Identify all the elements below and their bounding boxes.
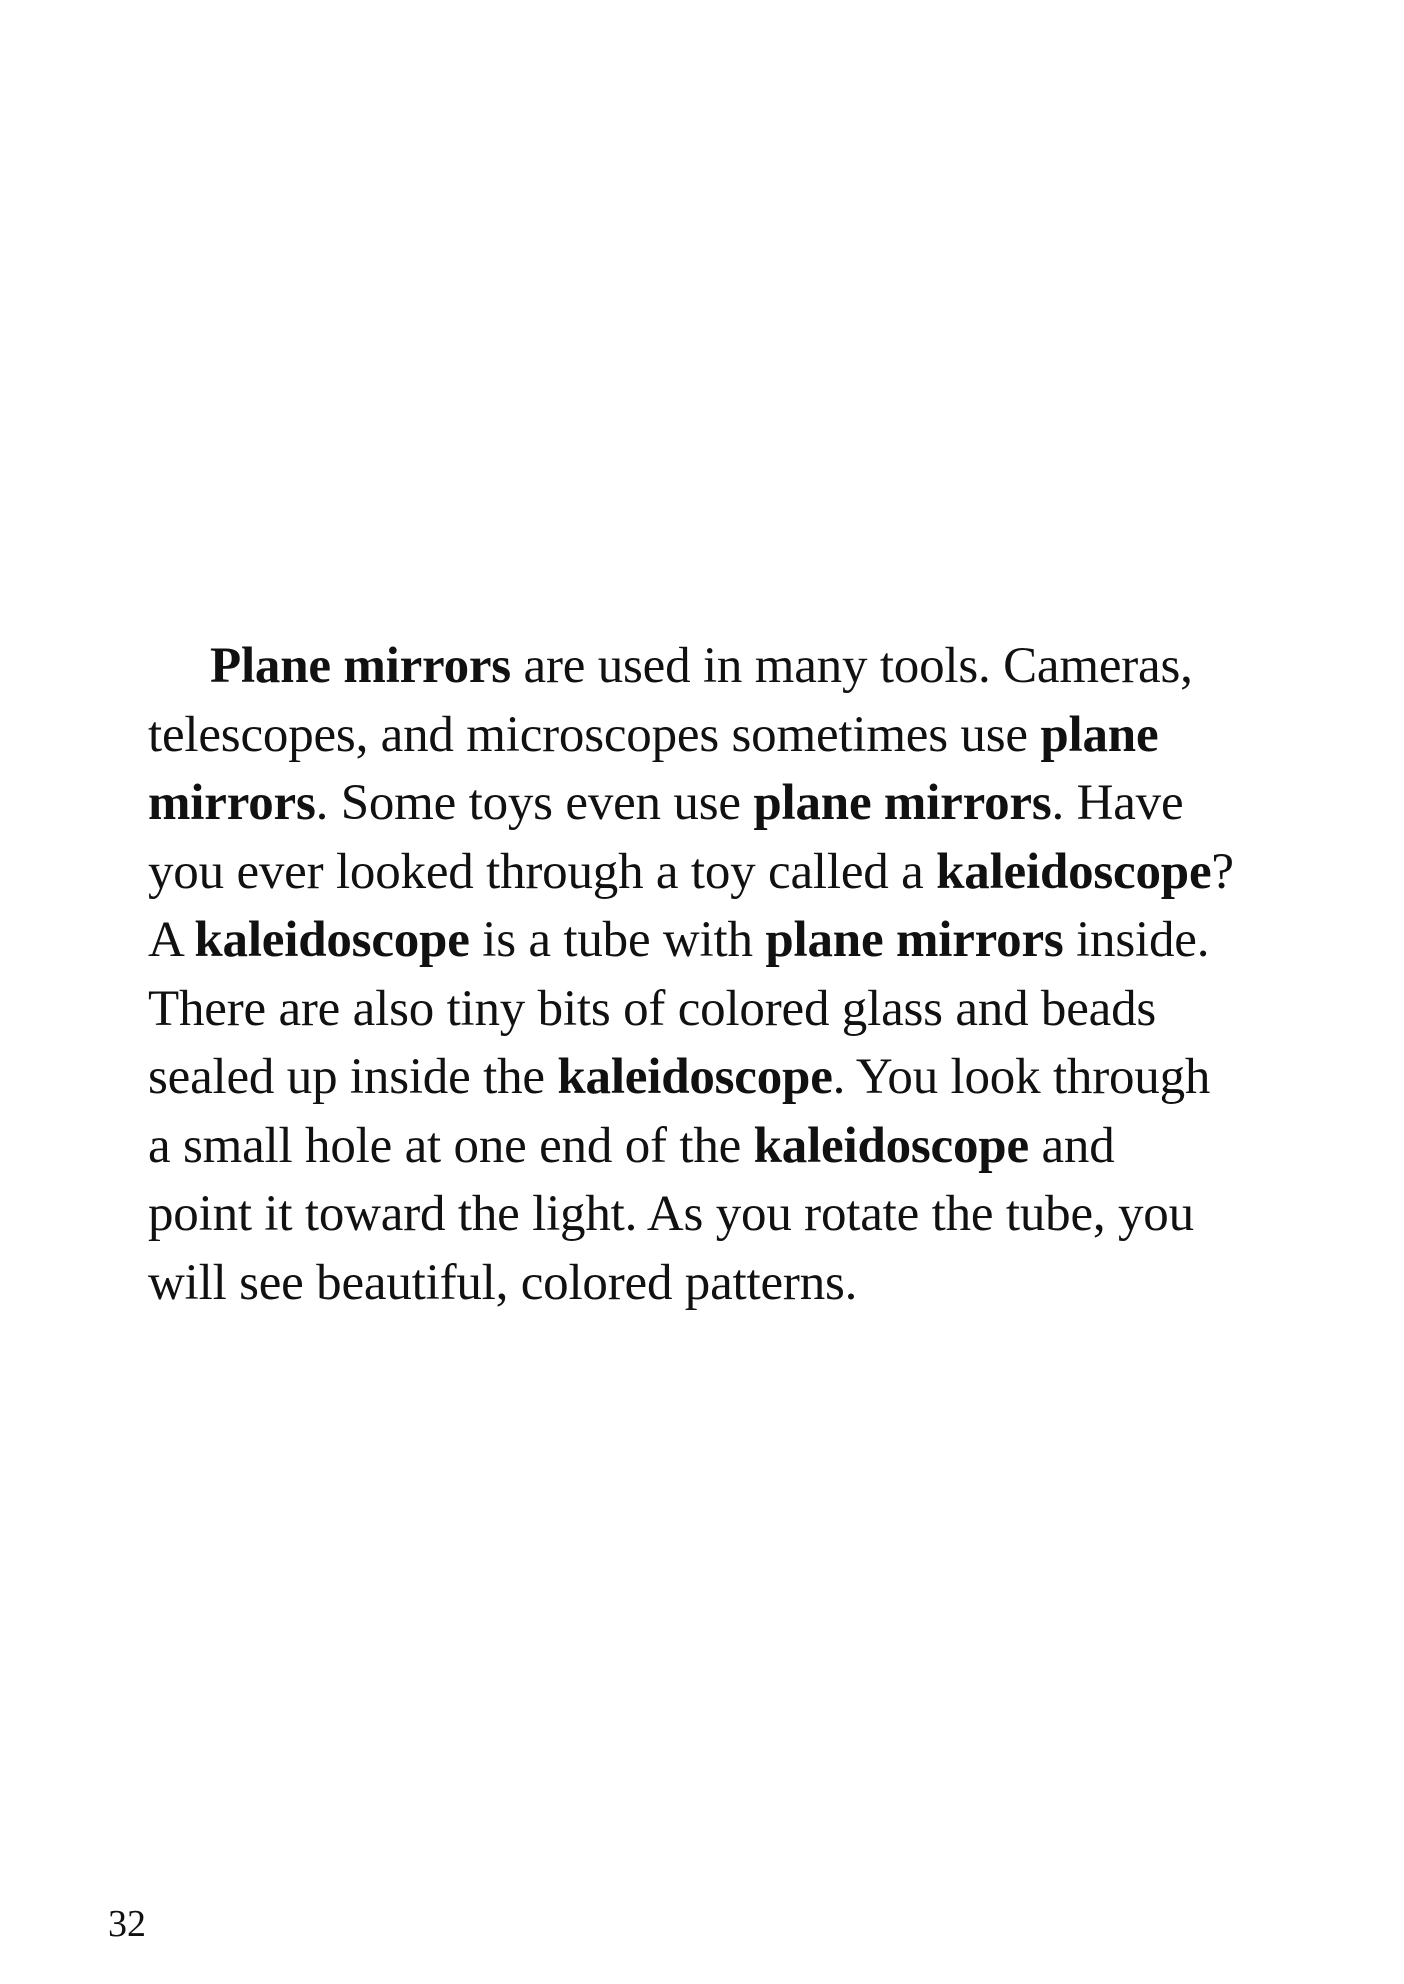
text-run: ?: [1211, 843, 1234, 900]
text-line: [148, 769, 1288, 838]
text-line: [148, 1112, 1288, 1181]
text-line: [148, 632, 1288, 701]
text-run: is a tube with: [469, 912, 766, 968]
text-run: . Some toys even use: [315, 775, 754, 831]
bold-term: kaleidoscope: [936, 843, 1212, 900]
bold-term: plane mirrors: [765, 912, 1064, 968]
text-run: . You look through: [832, 1049, 1211, 1105]
text-line: [148, 1180, 1288, 1249]
text-run: point it toward the light. As you rotate the tube, you: [148, 1186, 1194, 1242]
body-paragraph: [148, 632, 1288, 1317]
text-line: [148, 1043, 1288, 1112]
bold-term: mirrors: [148, 775, 316, 831]
bold-term: kaleidoscope: [557, 1049, 833, 1105]
text-line: [148, 838, 1288, 907]
text-run: a small hole at one end of the: [148, 1117, 754, 1174]
bold-term: kaleidoscope: [753, 1117, 1029, 1174]
text-run: will see beautiful, colored patterns.: [148, 1254, 858, 1311]
bold-term: plane: [1040, 706, 1159, 763]
text-line: [148, 906, 1288, 975]
text-run: telescopes, and microscopes sometimes use: [148, 706, 1041, 763]
text-line: [148, 1249, 1288, 1318]
text-run: you ever looked through a toy called a: [148, 843, 937, 900]
text-line: [148, 975, 1288, 1044]
text-run: A: [148, 912, 195, 968]
text-run: are used in many tools. Cameras,: [510, 638, 1193, 694]
text-line: [148, 701, 1288, 770]
bold-term: kaleidoscope: [194, 912, 470, 968]
text-run: . Have: [1051, 775, 1184, 831]
text-run: There are also tiny bits of colored glass and beads: [148, 980, 1157, 1037]
text-run: and: [1028, 1117, 1115, 1174]
bold-term: Plane mirrors: [210, 638, 511, 694]
text-run: sealed up inside the: [148, 1049, 558, 1105]
text-run: inside.: [1063, 912, 1210, 968]
bold-term: plane mirrors: [753, 775, 1052, 831]
page-number: 32: [108, 1903, 146, 1945]
